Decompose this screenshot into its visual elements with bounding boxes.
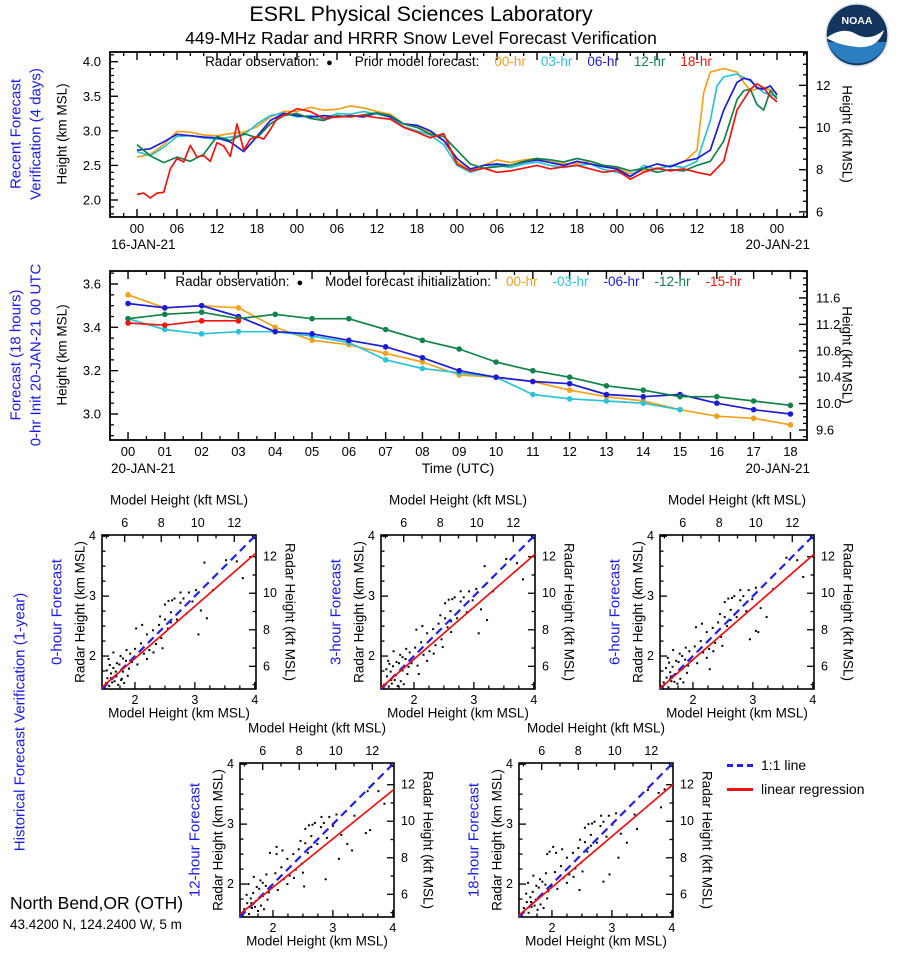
fc3-radar-kft-axis-label: Radar Height (kft MSL) <box>561 542 577 682</box>
svg-text:10: 10 <box>469 516 484 530</box>
forecast-right-axis-label: Height (kft MSL) <box>839 306 855 404</box>
recent-y-axis-label: Height (km MSL) <box>54 83 70 185</box>
svg-text:17: 17 <box>746 444 761 459</box>
svg-text:4: 4 <box>227 757 234 772</box>
fc18-forecast-hour-label: 18-hour Forecast <box>465 782 483 898</box>
recent-series-18-hr <box>137 84 777 198</box>
forecast-date-right: 20-JAN-21 <box>745 461 810 476</box>
svg-text:10: 10 <box>401 814 415 829</box>
svg-text:3: 3 <box>89 589 96 604</box>
svg-text:10: 10 <box>328 744 343 758</box>
recent-chart <box>83 52 831 236</box>
fc6-radar-km-axis-label: Radar Height (km MSL) <box>630 541 646 683</box>
fc6-model-km-axis-label: Model Height (km MSL) <box>666 705 808 721</box>
svg-text:00: 00 <box>120 444 136 459</box>
svg-text:10.8: 10.8 <box>816 343 842 359</box>
svg-text:12: 12 <box>644 744 659 758</box>
svg-text:9.6: 9.6 <box>816 422 835 438</box>
forecast-legend <box>110 274 807 289</box>
svg-text:18: 18 <box>569 221 585 236</box>
svg-text:3: 3 <box>608 921 616 935</box>
svg-text:8: 8 <box>295 744 303 758</box>
legend-item--15-hr: -15-hr <box>705 274 742 289</box>
svg-text:12: 12 <box>689 221 705 236</box>
radar-observation-marker-icon: ● <box>296 277 304 289</box>
svg-text:3.4: 3.4 <box>82 319 101 335</box>
legend-item-06-hr: 06-hr <box>587 54 619 69</box>
svg-text:2: 2 <box>368 649 375 664</box>
recent-date-right: 20-JAN-21 <box>745 237 810 252</box>
fc12-radar-kft-axis-label: Radar Height (kft MSL) <box>420 770 436 910</box>
forecast-x-axis-label: Time (UTC) <box>421 460 495 476</box>
svg-text:12: 12 <box>401 777 415 792</box>
svg-text:12: 12 <box>529 221 545 236</box>
recent-legend-radar-label: Radar observation: <box>205 54 320 69</box>
svg-text:4: 4 <box>389 921 397 935</box>
svg-text:10: 10 <box>816 120 831 136</box>
fc12-scatter-chart <box>227 744 415 935</box>
svg-text:2: 2 <box>548 921 556 935</box>
svg-text:8: 8 <box>574 744 582 758</box>
svg-text:4: 4 <box>506 757 513 772</box>
svg-text:3: 3 <box>227 817 234 832</box>
svg-text:10: 10 <box>542 586 556 601</box>
station-name: North Bend,OR (OTH) <box>10 893 184 913</box>
recent-side-label-line1: Recent Forecast <box>7 78 25 190</box>
svg-text:10: 10 <box>821 586 835 601</box>
page-subtitle: 449-MHz Radar and HRRR Snow Level Forecast Verification <box>185 28 657 48</box>
forecast-legend-items <box>491 274 742 289</box>
fc0-model-km-axis-label: Model Height (km MSL) <box>108 705 250 721</box>
svg-text:18: 18 <box>729 221 745 236</box>
svg-text:6: 6 <box>821 659 828 674</box>
svg-text:04: 04 <box>267 444 283 459</box>
svg-text:8: 8 <box>821 622 828 637</box>
svg-text:12: 12 <box>369 221 385 236</box>
svg-text:10: 10 <box>190 516 205 530</box>
recent-date-left: 16-JAN-21 <box>111 237 176 252</box>
svg-text:08: 08 <box>415 444 430 459</box>
svg-text:6: 6 <box>400 516 408 530</box>
svg-text:8: 8 <box>401 850 408 865</box>
one-to-one-legend-label: 1:1 line <box>761 757 807 773</box>
regression-legend-label: linear regression <box>761 781 865 797</box>
forecast-date-left: 20-JAN-21 <box>111 461 176 476</box>
svg-text:10: 10 <box>680 814 694 829</box>
svg-text:06: 06 <box>341 444 357 459</box>
fc18-model-kft-axis-label: Model Height (kft MSL) <box>526 720 666 736</box>
fc18-radar-km-axis-label: Radar Height (km MSL) <box>489 769 505 911</box>
legend-item-03-hr: 03-hr <box>540 54 573 69</box>
svg-text:15: 15 <box>672 444 688 459</box>
forecast-y-axis-label: Height (km MSL) <box>54 304 70 406</box>
svg-text:14: 14 <box>636 444 651 459</box>
svg-text:2: 2 <box>506 877 513 892</box>
svg-text:12: 12 <box>821 549 835 564</box>
fc12-model-kft-axis-label: Model Height (kft MSL) <box>247 720 387 736</box>
svg-text:2: 2 <box>410 693 418 707</box>
svg-text:12: 12 <box>816 77 831 93</box>
fc6-forecast-hour-label: 6-hour Forecast <box>606 559 624 665</box>
svg-text:6: 6 <box>679 516 687 530</box>
svg-text:4: 4 <box>368 529 375 544</box>
svg-text:12: 12 <box>263 549 277 564</box>
svg-text:2: 2 <box>689 693 697 707</box>
legend-item-12-hr: 12-hr <box>633 54 666 69</box>
regression-line-sample <box>727 788 753 791</box>
svg-text:18: 18 <box>409 221 425 236</box>
svg-text:12: 12 <box>227 516 242 530</box>
svg-text:2: 2 <box>89 649 96 664</box>
svg-text:00: 00 <box>769 221 785 236</box>
fc3-scatter-chart <box>368 516 556 707</box>
svg-text:8: 8 <box>436 516 444 530</box>
line-legend <box>727 753 865 801</box>
fc12-forecast-hour-label: 12-hour Forecast <box>186 782 204 898</box>
svg-text:06: 06 <box>329 221 345 236</box>
legend-item--12-hr: -12-hr <box>654 274 691 289</box>
svg-text:4: 4 <box>668 921 676 935</box>
svg-text:3.0: 3.0 <box>82 406 101 422</box>
fc6-scatter-chart <box>647 516 835 707</box>
svg-text:3.2: 3.2 <box>82 363 101 379</box>
svg-text:06: 06 <box>489 221 505 236</box>
svg-text:3.0: 3.0 <box>82 123 101 139</box>
svg-text:12: 12 <box>209 221 225 236</box>
svg-text:4: 4 <box>809 693 817 707</box>
historical-side-label: Historical Forecast Verification (1-year) <box>11 592 29 852</box>
svg-text:10.0: 10.0 <box>816 396 842 412</box>
one-to-one-line-sample <box>727 764 753 767</box>
regression-legend-row <box>727 777 865 801</box>
forecast-chart <box>83 271 841 459</box>
svg-text:8: 8 <box>715 516 723 530</box>
svg-text:2: 2 <box>647 649 654 664</box>
svg-text:6: 6 <box>680 887 687 902</box>
fc0-radar-kft-axis-label: Radar Height (kft MSL) <box>282 542 298 682</box>
svg-text:12: 12 <box>680 777 694 792</box>
svg-text:3: 3 <box>470 693 478 707</box>
fc3-forecast-hour-label: 3-hour Forecast <box>327 559 345 665</box>
forecast-side-label-line1: Forecast (18 hours) <box>7 289 25 421</box>
svg-text:18: 18 <box>249 221 265 236</box>
fc6-radar-kft-axis-label: Radar Height (kft MSL) <box>840 542 856 682</box>
legend-item--03-hr: -03-hr <box>552 274 589 289</box>
legend-item-00-hr: 00-hr <box>494 54 526 69</box>
svg-text:10: 10 <box>488 444 504 459</box>
svg-text:3: 3 <box>329 921 337 935</box>
svg-text:2: 2 <box>269 921 277 935</box>
noaa-logo-text: NOAA <box>841 15 873 27</box>
svg-text:8: 8 <box>816 162 824 178</box>
svg-text:8: 8 <box>680 850 687 865</box>
svg-text:8: 8 <box>157 516 165 530</box>
recent-legend-model-label: Prior model forecast: <box>354 54 480 69</box>
svg-text:06: 06 <box>649 221 665 236</box>
recent-right-axis-label: Height (kft MSL) <box>839 85 855 183</box>
svg-text:4: 4 <box>251 693 259 707</box>
fc0-scatter-chart <box>89 516 277 707</box>
svg-text:12: 12 <box>542 549 556 564</box>
svg-text:2: 2 <box>227 877 234 892</box>
svg-text:10: 10 <box>748 516 763 530</box>
legend-item-00-hr: 00-hr <box>506 274 538 289</box>
fc3-model-kft-axis-label: Model Height (kft MSL) <box>388 492 528 508</box>
forecast-series-00-hr <box>128 295 790 425</box>
svg-text:4: 4 <box>647 529 654 544</box>
svg-text:12: 12 <box>506 516 521 530</box>
svg-text:10.4: 10.4 <box>816 369 842 385</box>
svg-text:6: 6 <box>542 659 549 674</box>
svg-text:6: 6 <box>259 744 267 758</box>
svg-text:01: 01 <box>157 444 173 459</box>
fc12-model-km-axis-label: Model Height (km MSL) <box>246 933 388 949</box>
svg-text:12: 12 <box>562 444 577 459</box>
svg-text:3: 3 <box>368 589 375 604</box>
svg-text:00: 00 <box>289 221 305 236</box>
svg-text:3: 3 <box>749 693 757 707</box>
svg-text:8: 8 <box>542 622 549 637</box>
fc3-model-km-axis-label: Model Height (km MSL) <box>387 705 529 721</box>
svg-text:8: 8 <box>263 622 270 637</box>
svg-text:4: 4 <box>89 529 96 544</box>
one-to-one-legend-row <box>727 753 865 777</box>
svg-text:4.0: 4.0 <box>82 54 101 70</box>
svg-text:10: 10 <box>263 586 277 601</box>
svg-text:12: 12 <box>365 744 380 758</box>
svg-text:10: 10 <box>607 744 622 758</box>
svg-text:12: 12 <box>785 516 800 530</box>
svg-text:00: 00 <box>609 221 625 236</box>
fc6-model-kft-axis-label: Model Height (kft MSL) <box>667 492 807 508</box>
radar-observation-marker-icon: ● <box>326 57 333 69</box>
fc0-model-kft-axis-label: Model Height (kft MSL) <box>109 492 249 508</box>
svg-text:2.5: 2.5 <box>82 157 101 173</box>
svg-text:18: 18 <box>783 444 798 459</box>
svg-text:05: 05 <box>304 444 320 459</box>
legend-item--06-hr: -06-hr <box>603 274 640 289</box>
svg-text:2.0: 2.0 <box>82 192 101 208</box>
svg-text:06: 06 <box>169 221 185 236</box>
svg-text:6: 6 <box>401 887 408 902</box>
svg-text:6: 6 <box>121 516 129 530</box>
page-title: ESRL Physical Sciences Laboratory <box>249 2 593 26</box>
forecast-side-label-line2: 0-hr Init 20-JAN-21 00 UTC <box>27 263 45 447</box>
fc18-scatter-chart <box>506 744 694 935</box>
svg-text:11.6: 11.6 <box>816 290 841 306</box>
fc3-radar-km-axis-label: Radar Height (km MSL) <box>351 541 367 683</box>
svg-text:6: 6 <box>538 744 546 758</box>
station-coords: 43.4200 N, 124.2400 W, 5 m <box>10 917 182 932</box>
svg-text:3: 3 <box>506 817 513 832</box>
svg-text:3.6: 3.6 <box>82 276 101 292</box>
forecast-series--03-hr <box>128 319 680 410</box>
svg-text:4: 4 <box>530 693 538 707</box>
svg-text:03: 03 <box>231 444 246 459</box>
svg-text:3: 3 <box>647 589 654 604</box>
recent-legend-items <box>479 54 712 69</box>
svg-text:2: 2 <box>131 693 139 707</box>
recent-legend <box>110 54 807 69</box>
fc12-radar-km-axis-label: Radar Height (km MSL) <box>210 769 226 911</box>
fc18-radar-kft-axis-label: Radar Height (kft MSL) <box>699 770 715 910</box>
svg-text:13: 13 <box>599 444 614 459</box>
fc0-radar-km-axis-label: Radar Height (km MSL) <box>72 541 88 683</box>
svg-text:02: 02 <box>194 444 209 459</box>
svg-text:07: 07 <box>378 444 393 459</box>
svg-text:6: 6 <box>263 659 270 674</box>
forecast-series--12-hr <box>128 312 790 405</box>
svg-text:3.5: 3.5 <box>82 88 101 104</box>
svg-text:11: 11 <box>526 444 540 459</box>
fc0-forecast-hour-label: 0-hour Forecast <box>48 559 66 665</box>
svg-text:3: 3 <box>191 693 199 707</box>
fc18-model-km-axis-label: Model Height (km MSL) <box>525 933 667 949</box>
svg-text:11.2: 11.2 <box>816 316 841 332</box>
svg-text:00: 00 <box>129 221 145 236</box>
legend-item-18-hr: 18-hr <box>680 54 712 69</box>
svg-text:6: 6 <box>816 204 824 220</box>
svg-text:09: 09 <box>452 444 467 459</box>
forecast-legend-radar-label: Radar observation: <box>175 274 290 289</box>
svg-text:00: 00 <box>449 221 465 236</box>
forecast-legend-model-label: Model forecast initialization: <box>325 274 491 289</box>
svg-text:16: 16 <box>709 444 725 459</box>
recent-side-label-line2: Verification (4 days) <box>27 68 45 200</box>
